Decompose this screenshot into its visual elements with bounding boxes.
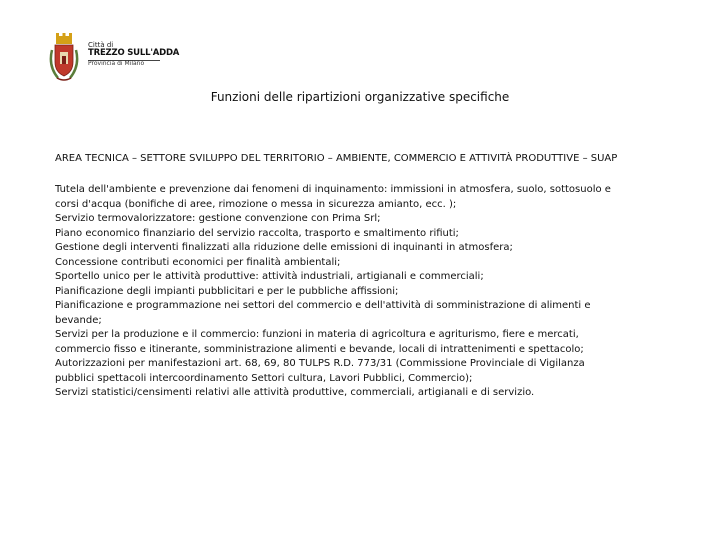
logo-city-label: Città di bbox=[88, 41, 114, 49]
logo-text bbox=[88, 42, 179, 68]
text-line: Sportello unico per le attività produttive: attività industriali, artigianali e commerciali; bbox=[55, 271, 484, 282]
text-line: Autorizzazioni per manifestazioni art. 68, 69, 80 TULPS R.D. 773/31 (Commissione Provinciale di Vigilanza bbox=[55, 358, 585, 369]
text-line: bevande; bbox=[55, 314, 102, 326]
text-line: Servizio termovalorizzatore: gestione convenzione con Prima Srl; bbox=[55, 213, 381, 224]
text-line: Servizi statistici/censimenti relativi alle attività produttive, commerciali, artigianali e di servizio. bbox=[55, 387, 535, 398]
logo-province: Provincia di Milano bbox=[88, 60, 145, 68]
text-line: Pianificazione degli impianti pubblicitari e per le pubbliche affissioni; bbox=[55, 285, 399, 297]
text-line: corsi d'acqua (bonifiche di aree, rimozione o messa in sicurezza amianto, ecc. ); bbox=[55, 198, 457, 210]
functions-list bbox=[55, 183, 695, 401]
text-line: Servizi per la produzione e il commercio: funzioni in materia di agricoltura e agriturismo, fiere e mercati, bbox=[55, 329, 579, 340]
text-line: Gestione degli interventi finalizzati alla riduzione delle emissioni di inquinanti in atmosfera; bbox=[55, 242, 513, 253]
section-heading: AREA TECNICA – SETTORE SVILUPPO DEL TERRITORIO – AMBIENTE, COMMERCIO E ATTIVITÀ PRODUTTIVE – SUAP bbox=[55, 153, 618, 164]
text-line: Concessione contributi economici per finalità ambientali; bbox=[55, 256, 341, 268]
logo-city-name: TREZZO SULL'ADDA bbox=[88, 48, 180, 59]
text-line: Pianificazione e programmazione nei settori del commercio e dell'attività di somministrazione di alimenti e bbox=[55, 300, 591, 311]
municipal-logo bbox=[48, 32, 179, 84]
text-line: commercio fisso e itinerante, somministrazione alimenti e bevande, locali di intrattenimenti e spettacolo; bbox=[55, 343, 584, 355]
text-line: Tutela dell'ambiente e prevenzione dai fenomeni di inquinamento: immissioni in atmosfera, suolo, sottosuolo e bbox=[55, 184, 611, 195]
page-title: Funzioni delle ripartizioni organizzative specifiche bbox=[210, 90, 510, 104]
text-line: pubblici spettacoli intercoordinamento Settori cultura, Lavori Pubblici, Commercio); bbox=[55, 372, 473, 384]
crest-icon bbox=[48, 32, 80, 84]
text-line: Piano economico finanziario del servizio raccolta, trasporto e smaltimento rifiuti; bbox=[55, 227, 459, 239]
